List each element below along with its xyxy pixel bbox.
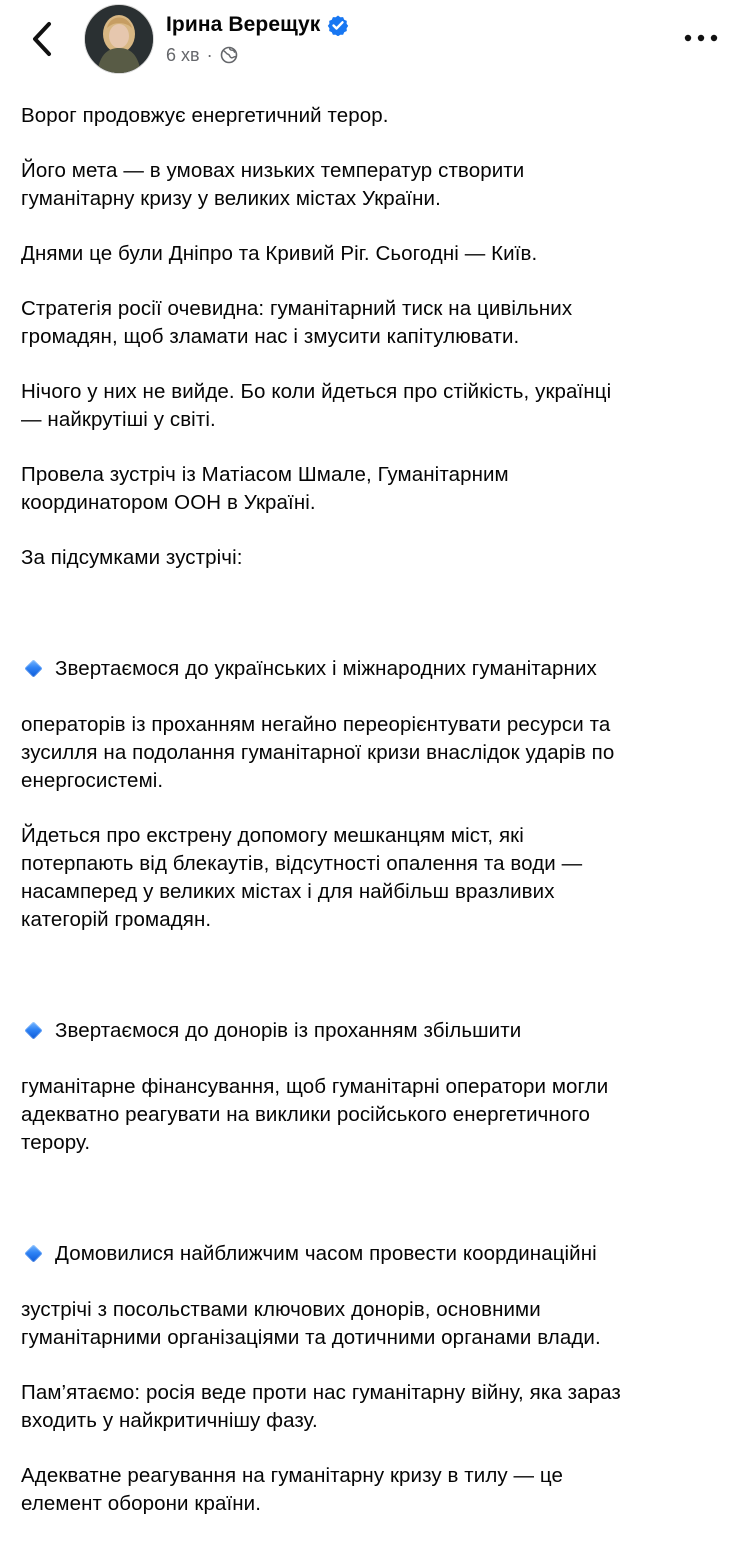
- post-meta: [166, 43, 238, 67]
- post-paragraph: Днями це були Дніпро та Кривий Ріг. Сьогодні — Київ.: [21, 242, 538, 265]
- post-paragraph: Пам’ятаємо: росія веде проти нас гуманітарну війну, яка зараз входить у найкритичнішу фазу.: [21, 1381, 621, 1432]
- verified-badge-icon: [327, 14, 349, 36]
- bullet-continuation: зустрічі з посольствами ключових донорів, основними гуманітарними організаціями та дотичними органами влади.: [21, 1298, 601, 1349]
- back-button[interactable]: [22, 18, 62, 60]
- author-name[interactable]: Ірина Верещук: [166, 13, 321, 36]
- globe-icon: [220, 46, 238, 64]
- bullet-first-line: [21, 1212, 725, 1268]
- post-paragraph: Йдеться про екстрену допомогу мешканцям міст, які потерпають від блекаутів, відсутності опалення та води — насамперед у великих містах і для найбільш вразливих категорій громадян.: [21, 824, 583, 931]
- bullet-text: Домовилися найближчим часом провести координаційні: [55, 1242, 597, 1265]
- post-header: [0, 0, 744, 84]
- bullet-first-line: [21, 627, 725, 683]
- bullet-paragraph: [21, 1184, 725, 1352]
- bullet-text: Звертаємося до донорів із проханням збільшити: [55, 1019, 522, 1042]
- back-chevron-icon: [30, 20, 54, 58]
- author-row: [166, 10, 349, 40]
- post-paragraph: Його мета — в умовах низьких температур створити гуманітарну кризу у великих містах України.: [21, 159, 525, 210]
- blue-diamond-icon: [24, 1021, 42, 1039]
- bullet-first-line: [21, 989, 725, 1045]
- bullet-continuation: операторів із проханням негайно переорієнтувати ресурси та зусилля на подолання гуманітарної кризи внаслідок ударів по енергосистемі.: [21, 713, 615, 792]
- bullet-text: Звертаємося до українських і міжнародних гуманітарних: [55, 657, 597, 680]
- avatar[interactable]: [84, 4, 154, 74]
- post-paragraph: Адекватне реагування на гуманітарну кризу в тилу — це елемент оборони країни.: [21, 1464, 564, 1515]
- bullet-paragraph: [21, 961, 725, 1157]
- post-paragraph: Ворог продовжує енергетичний терор.: [21, 104, 389, 127]
- more-options-button[interactable]: [681, 22, 721, 54]
- blue-diamond-icon: [24, 1244, 42, 1262]
- meta-separator: ·: [206, 44, 213, 65]
- bullet-paragraph: [21, 599, 725, 795]
- more-options-icon: [683, 33, 719, 43]
- bullet-continuation: гуманітарне фінансування, щоб гуманітарні оператори могли адекватно реагувати на виклики російського енергетичного терору.: [21, 1075, 609, 1154]
- profile-photo: [85, 5, 153, 73]
- post-paragraph: За підсумками зустрічі:: [21, 546, 243, 569]
- post-paragraph: Провела зустріч із Матіасом Шмале, Гуманітарним координатором ООН в Україні.: [21, 463, 509, 514]
- blue-diamond-icon: [24, 659, 42, 677]
- post-time[interactable]: 6 хв: [166, 44, 200, 65]
- post-paragraph: Нічого у них не вийде. Бо коли йдеться про стійкість, українці — найкрутіші у світі.: [21, 380, 612, 431]
- post-paragraph: Стратегія росії очевидна: гуманітарний тиск на цивільних громадян, щоб зламати нас і змусити капітулювати.: [21, 297, 573, 348]
- post-body: [21, 102, 725, 1545]
